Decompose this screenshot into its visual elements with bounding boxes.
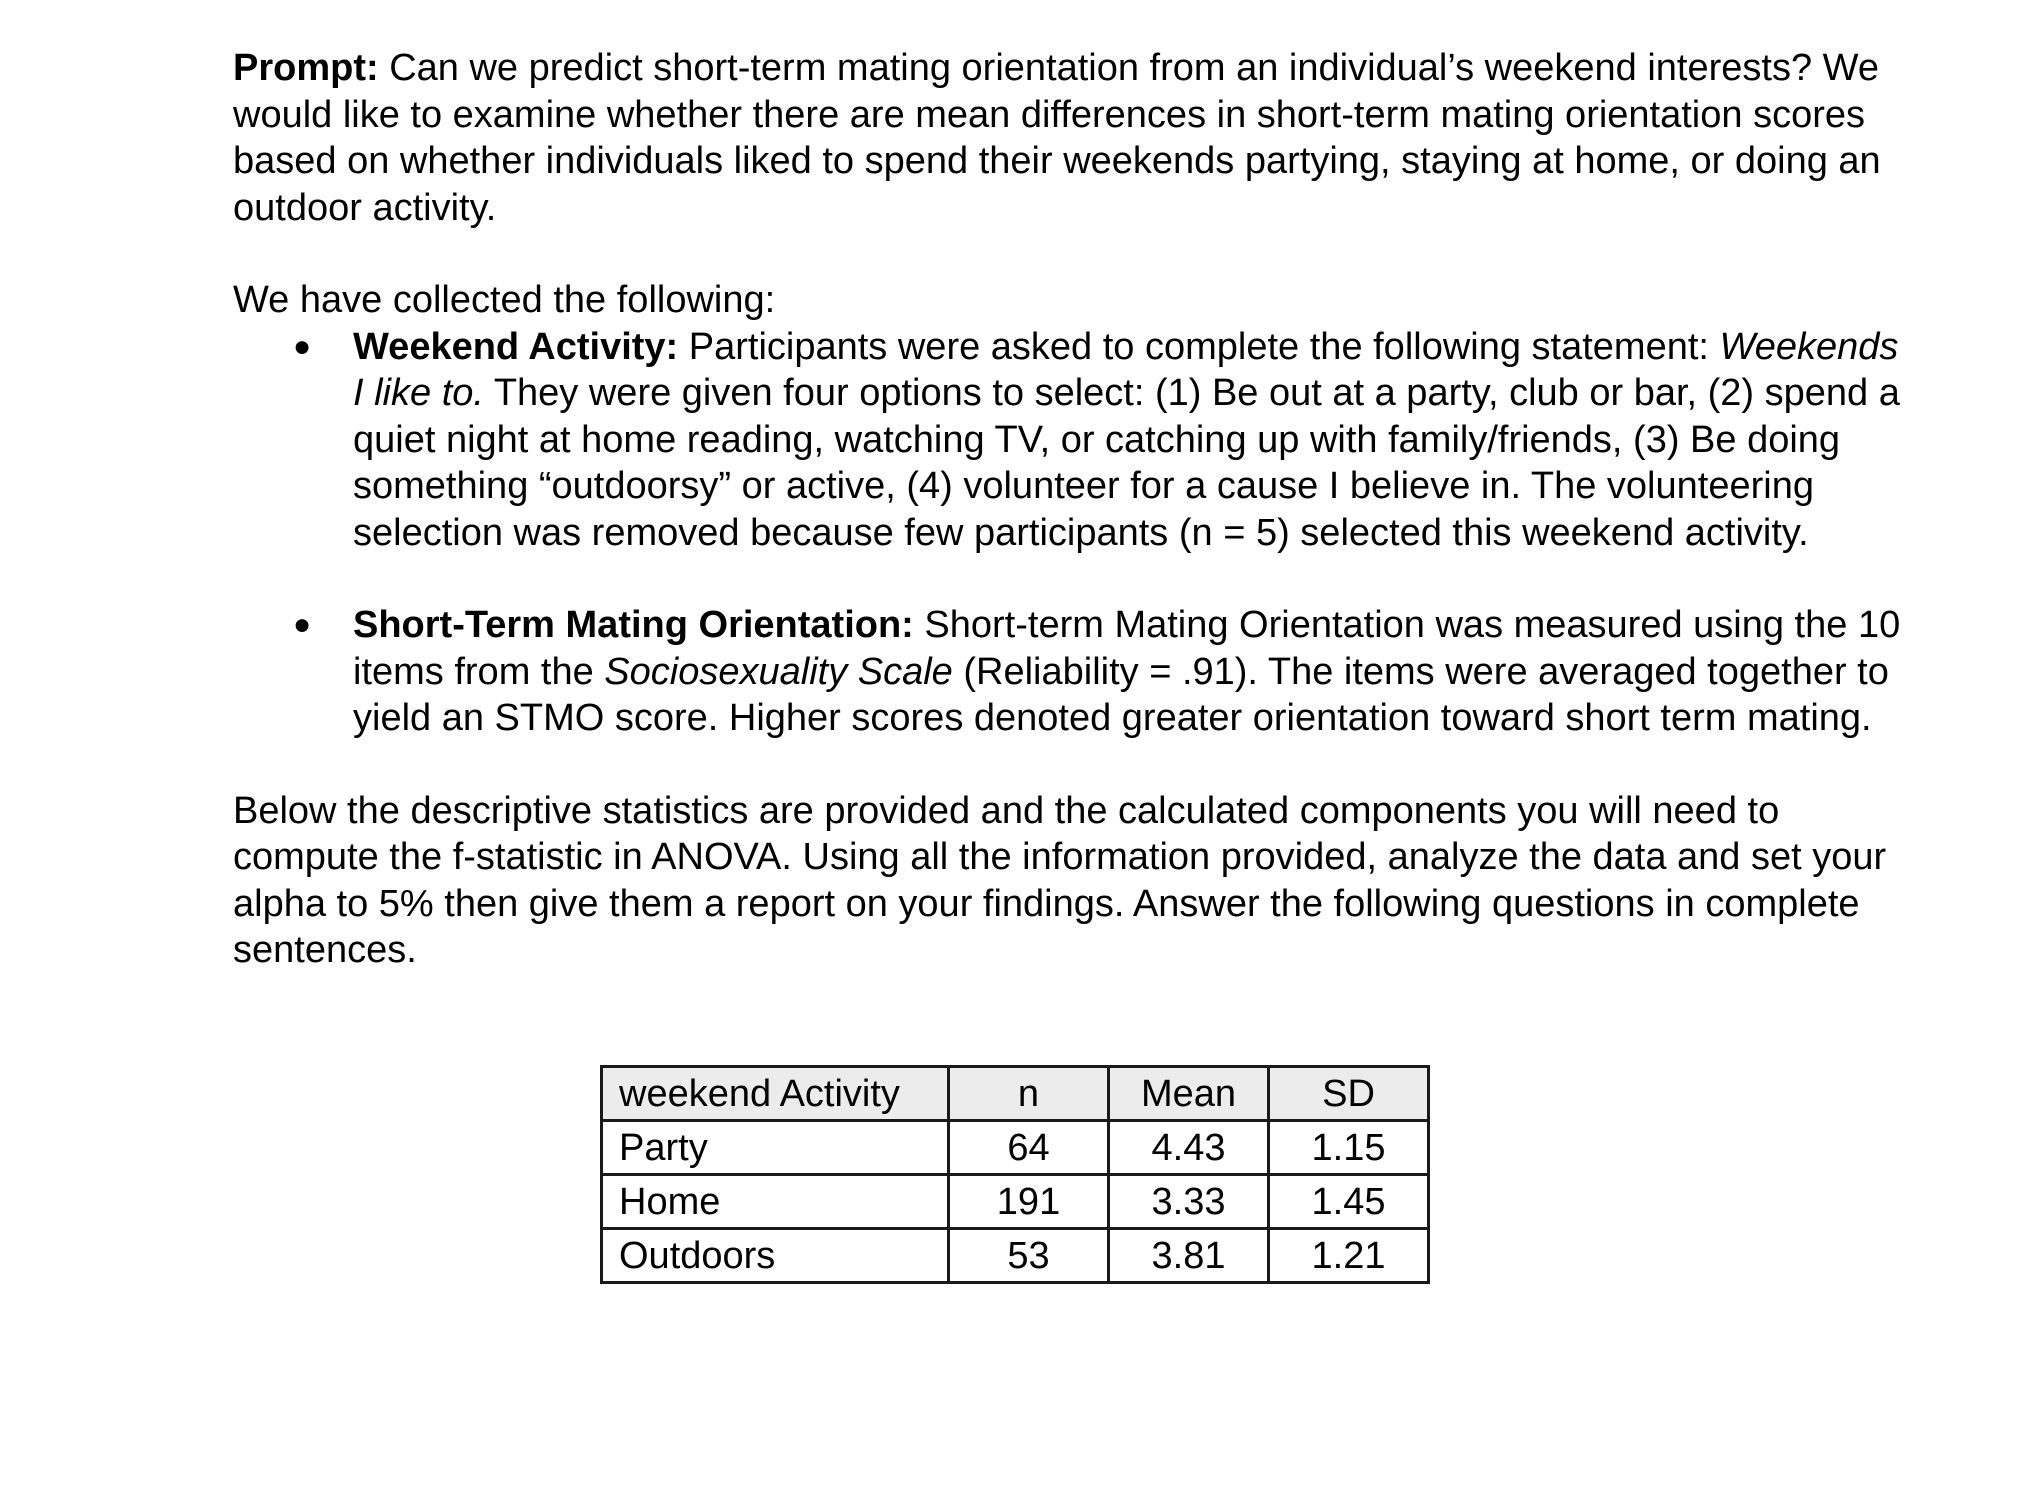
descriptive-stats-table [600, 1065, 1430, 1284]
header-mean: Mean [1109, 1067, 1269, 1121]
header-weekend-activity: weekend Activity [602, 1067, 949, 1121]
table-row [602, 1121, 1429, 1175]
spacer [233, 231, 1893, 277]
bullet-text: They were given four options to select: (1) Be out at a party, club or bar, (2) spend a quiet night at home reading, watching TV, or catching up with family/friends, (3) Be doing something “outdoorsy” or active, (4) volunteer for a cause I believe in. The volunteering selection was removed because few participants (n = 5) selected this weekend activity. [353, 372, 1900, 554]
collected-intro: We have collected the following: [233, 279, 776, 321]
list-item-weekend-activity [233, 324, 1903, 557]
instructions-paragraph: Below the descriptive statistics are provided and the calculated components you will need to compute the f-statistic in ANOVA. Using all the information provided, analyze the data and set your alpha to 5% then give them a report on your findings. Answer the following questions in complete sentences. [233, 789, 1887, 971]
bullet-icon: ● [293, 608, 312, 641]
cell-n: 191 [949, 1175, 1109, 1229]
bullet-text: (Reliability = .91). The items were averaged together to yield an STMO score. Higher scores denoted greater orientation toward short term mating. [353, 650, 1889, 739]
cell-activity: Home [602, 1175, 949, 1229]
cell-n: 64 [949, 1121, 1109, 1175]
bullet-text: Participants were asked to complete the following statement: [678, 325, 1720, 368]
prompt-label: Prompt: [233, 47, 379, 89]
table-row [602, 1229, 1429, 1283]
bullet-italic: Weekends I like to. [353, 325, 1899, 414]
spacer [233, 556, 1903, 602]
cell-mean: 3.81 [1109, 1229, 1269, 1283]
bullet-label: Weekend Activity: [353, 325, 679, 368]
bullet-text: Short-term Mating Orientation was measured using the 10 items from the [353, 604, 1901, 693]
prompt-text: Can we predict short-term mating orientation from an individual’s weekend interests? We would like to examine whether there are mean differences in short-term mating orientation scores based on whether individuals liked to spend their weekends partying, staying at home, or doing an outdoor activity. [233, 47, 1881, 229]
cell-mean: 4.43 [1109, 1121, 1269, 1175]
cell-sd: 1.21 [1269, 1229, 1429, 1283]
variable-list [233, 324, 1901, 742]
bullet-label: Short-Term Mating Orientation: [353, 604, 914, 646]
table-header-row [602, 1067, 1429, 1121]
descriptive-stats-table-wrapper [600, 1065, 1430, 1284]
bullet-italic: Sociosexuality Scale [604, 650, 953, 693]
prompt-paragraph [233, 45, 1893, 231]
cell-sd: 1.45 [1269, 1175, 1429, 1229]
table-row [602, 1175, 1429, 1229]
cell-mean: 3.33 [1109, 1175, 1269, 1229]
bullet-icon: ● [293, 329, 312, 363]
cell-sd: 1.15 [1269, 1121, 1429, 1175]
list-item-stmo [233, 602, 1903, 742]
header-n: n [949, 1067, 1109, 1121]
document-page [233, 45, 1901, 974]
cell-activity: Outdoors [602, 1229, 949, 1283]
cell-n: 53 [949, 1229, 1109, 1283]
spacer [233, 742, 1893, 788]
cell-activity: Party [602, 1121, 949, 1175]
header-sd: SD [1269, 1067, 1429, 1121]
